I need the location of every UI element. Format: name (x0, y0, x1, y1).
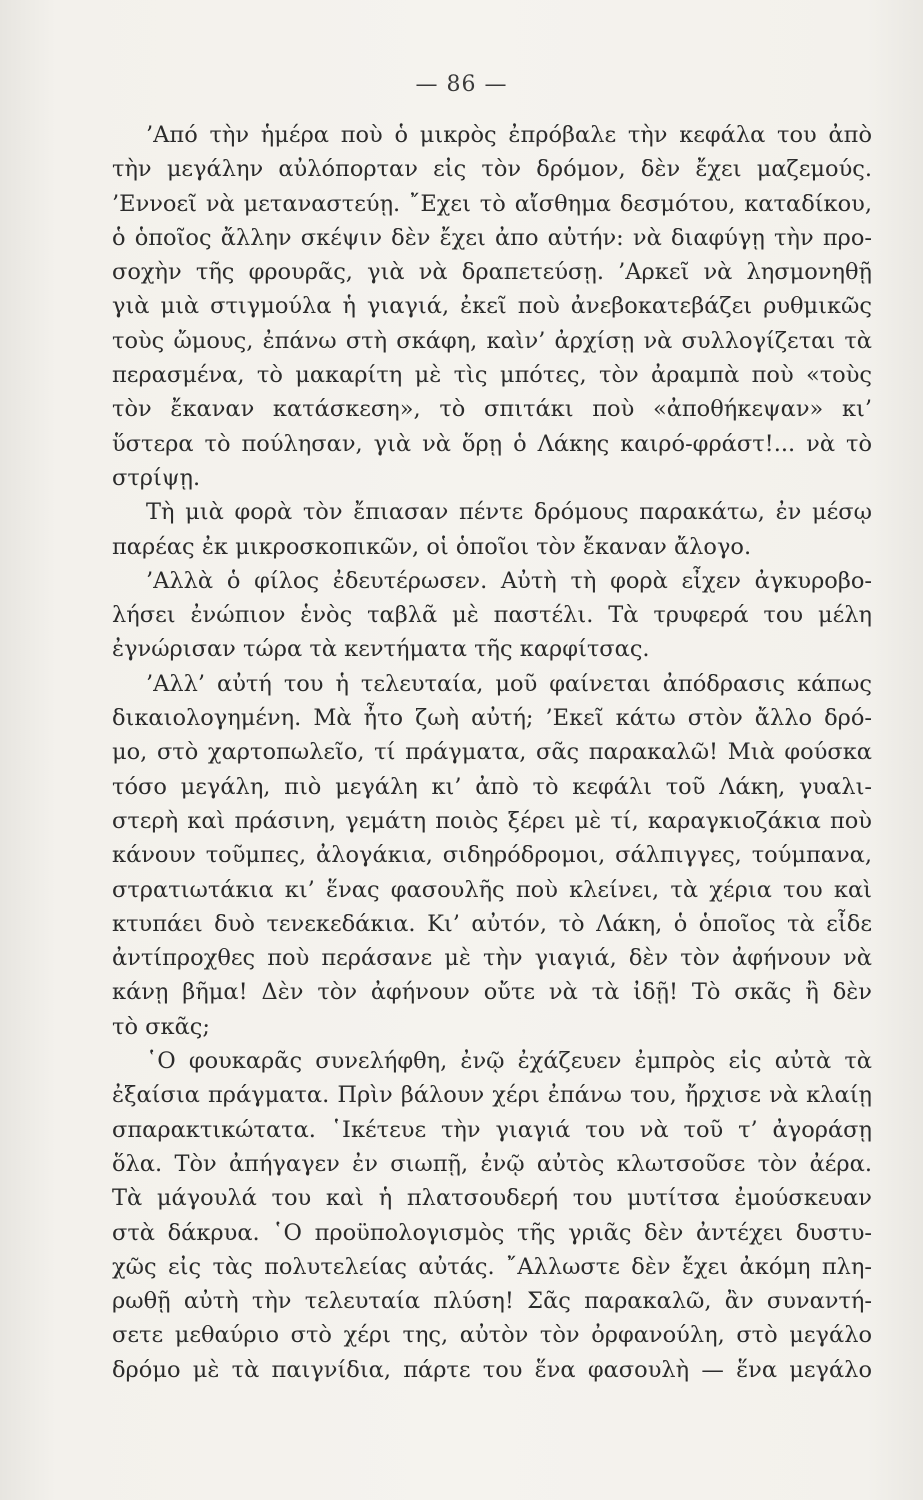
text-line: τοὺς ὤμους, ἐπάνω στὴ σκάφη, καὶν’ ἀρχίσῃ νὰ συλλογίζεται τὰ (112, 327, 872, 354)
text-line: Τὰ μάγουλά του καὶ ἡ πλατσουδερή του μυτίτσα ἐμούσκευαν (112, 1185, 872, 1212)
text-line: τόσο μεγάλη, πιὸ μεγάλη κι’ ἀπὸ τὸ κεφάλι τοῦ Λάκη, γυαλι- (112, 773, 872, 800)
text-line: στὰ δάκρυα. ῾Ο προϋπολογισμὸς τῆς γριᾶς δὲν ἀντέχει δυστυ- (112, 1219, 872, 1246)
text-line: σετε μεθαύριο στὸ χέρι της, αὐτὸν τὸν ὀρφανούλη, στὸ μεγάλο (112, 1322, 872, 1349)
text-line: ’Εννοεῖ νὰ μεταναστεύῃ. ῎Εχει τὸ αἴσθημα δεσμότου, καταδίκου, (112, 190, 872, 217)
text-line: περασμένα, τὸ μακαρίτη μὲ τὶς μπότες, τὸν ἀραμπὰ ποὺ «τοὺς (112, 362, 872, 389)
text-line: στρίψῃ. (112, 464, 201, 491)
text-line: σπαρακτικώτατα. ῾Ικέτευε τὴν γιαγιά του νὰ τοῦ τ’ ἀγοράσῃ (112, 1116, 872, 1143)
text-line: ἀντίπροχθες ποὺ περάσανε μὲ τὴν γιαγιά, δὲν τὸν ἀφήνουν νὰ (112, 945, 872, 972)
text-line: κάνουν τοῦμπες, ἀλογάκια, σιδηρόδρομοι, σάλπιγγες, τούμπανα, (112, 842, 872, 869)
text-line: ’Αλλ’ αὐτή του ἡ τελευταία, μοῦ φαίνεται ἀπόδρασις κάπως (146, 670, 872, 697)
text-line: σοχὴν τῆς φρουρᾶς, γιὰ νὰ δραπετεύσῃ. ’Αρκεῖ νὰ λησμονηθῇ (112, 259, 872, 286)
text-line: κτυπάει δυὸ τενεκεδάκια. Κι’ αὐτόν, τὸ Λάκη, ὁ ὁποῖος τὰ εἶδε (112, 910, 872, 937)
text-line: Τὴ μιὰ φορὰ τὸν ἔπιασαν πέντε δρόμους παρακάτω, ἐν μέσῳ (146, 499, 872, 526)
text-line: ’Αλλὰ ὁ φίλος ἐδευτέρωσεν. Αὐτὴ τὴ φορὰ εἶχεν ἀγκυροβο- (146, 567, 872, 594)
text-line: τὴν μεγάλην αὐλόπορταν εἰς τὸν δρόμον, δὲν ἔχει μαζεμούς. (112, 156, 872, 183)
text-line: στρατιωτάκια κι’ ἕνας φασουλῆς ποὺ κλείνει, τὰ χέρια του καὶ (112, 876, 872, 903)
text-line: δικαιολογημένη. Μὰ ἦτο ζωὴ αὐτή; ’Εκεῖ κάτω στὸν ἄλλο δρό- (112, 705, 872, 732)
text-line: ὁ ὁποῖος ἄλλην σκέψιν δὲν ἔχει ἀπο αὐτήν: νὰ διαφύγῃ τὴν προ- (112, 224, 872, 251)
text-line: μο, στὸ χαρτοπωλεῖο, τί πράγματα, σᾶς παρακαλῶ! Μιὰ φούσκα (112, 739, 872, 766)
text-line: κάνῃ βῆμα! Δὲν τὸν ἀφήνουν οὔτε νὰ τὰ ἰδῇ! Τὸ σκᾶς ἢ δὲν (112, 979, 872, 1006)
text-line: χῶς εἰς τὰς πολυτελείας αὐτάς. ῎Αλλωστε δὲν ἔχει ἀκόμη πλη- (112, 1253, 872, 1280)
text-line: ῾Ο φουκαρᾶς συνελήφθη, ἐνῷ ἐχάζευεν ἐμπρὸς εἰς αὐτὰ τὰ (146, 1048, 872, 1075)
text-line: ἐξαίσια πράγματα. Πρὶν βάλουν χέρι ἐπάνω του, ἤρχισε νὰ κλαίῃ (112, 1082, 872, 1109)
text-line: ρωθῇ αὐτὴ τὴν τελευταία πλύση! Σᾶς παρακαλῶ, ἂν συναντή- (112, 1288, 872, 1315)
text-line: ὕστερα τὸ πούλησαν, γιὰ νὰ ὅρῃ ὁ Λάκης καιρό-φράστ!... νὰ τὸ (112, 430, 872, 457)
text-line: παρέας ἐκ μικροσκοπικῶν, οἱ ὁποῖοι τὸν ἔκαναν ἄλογο. (112, 533, 752, 560)
page-number: — 86 — (415, 72, 508, 97)
text-line: λήσει ἐνώπιον ἑνὸς ταβλᾶ μὲ παστέλι. Τὰ τρυφερά του μέλη (112, 602, 872, 629)
text-line: ἐγνώρισαν τώρα τὰ κεντήματα τῆς καρφίτσας. (112, 636, 650, 663)
text-line: ὅλα. Τὸν ἀπήγαγεν ἐν σιωπῇ, ἐνῷ αὐτὸς κλωτσοῦσε τὸν ἀέρα. (112, 1150, 872, 1177)
text-line: τὸν ἔκαναν κατάσκεση», τὸ σπιτάκι ποὺ «ἀποθήκεψαν» κι’ (112, 396, 872, 423)
body-text (112, 118, 872, 1387)
text-line: δρόμο μὲ τὰ παιγνίδια, πάρτε του ἕνα φασουλὴ — ἕνα μεγάλο (112, 1356, 872, 1383)
text-line: γιὰ μιὰ στιγμούλα ἡ γιαγιά, ἐκεῖ ποὺ ἀνεβοκατεβάζει ρυθμικῶς (112, 293, 872, 320)
text-line: ’Από τὴν ἡμέρα ποὺ ὁ μικρὸς ἐπρόβαλε τὴν κεφάλα του ἀπὸ (146, 122, 872, 148)
text-line: τὸ σκᾶς; (112, 1013, 210, 1040)
text-line: στερὴ καὶ πράσινη, γεμάτη ποιὸς ξέρει μὲ τί, καραγκιοζάκια ποὺ (112, 807, 872, 834)
